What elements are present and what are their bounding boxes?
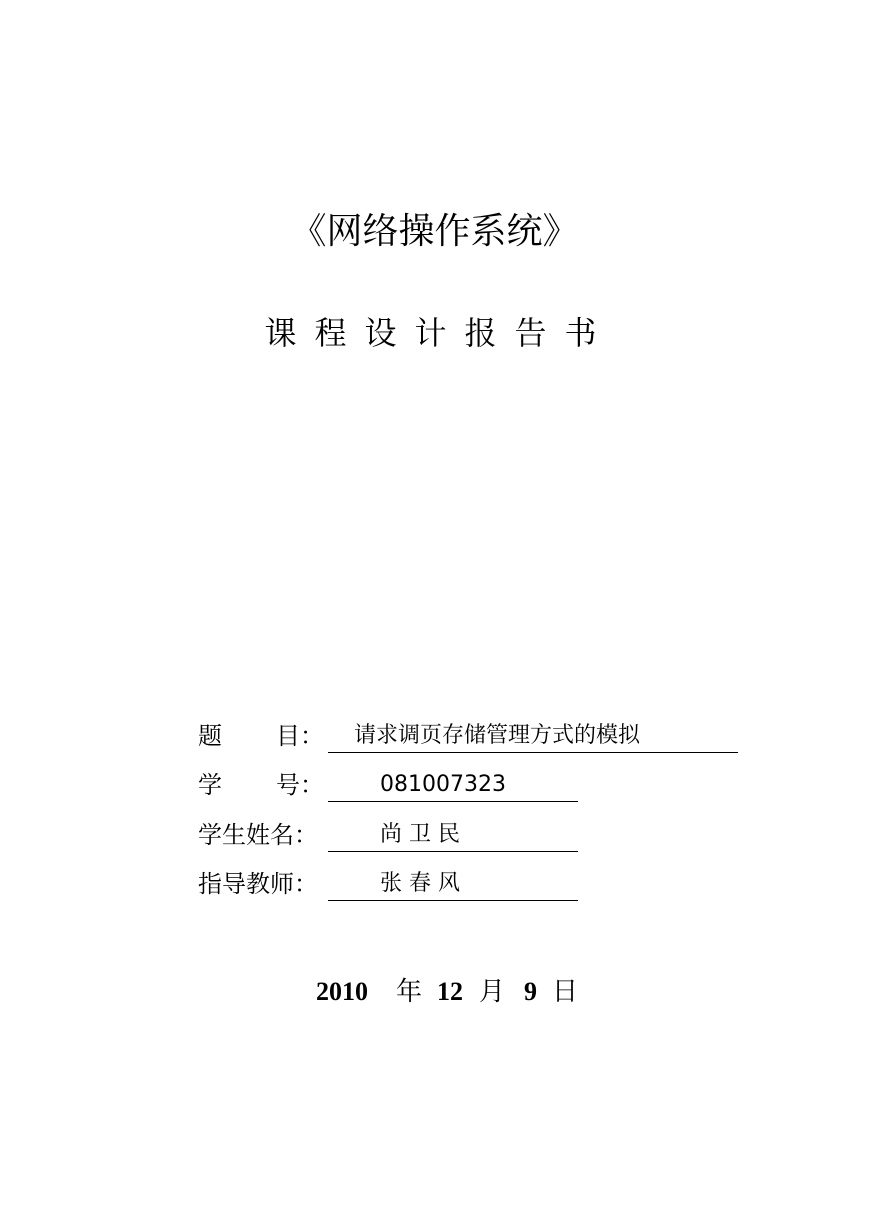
student-name-label: 学生姓名： — [198, 821, 318, 849]
date-year-unit: 年 — [396, 977, 423, 1007]
topic-value-field — [328, 718, 738, 753]
student-id-value: 081007323 — [380, 772, 506, 797]
topic-row — [198, 718, 738, 754]
topic-label-char-2: 目： — [276, 722, 324, 750]
topic-value: 请求调页存储管理方式的模拟 — [354, 723, 641, 748]
advisor-row — [198, 866, 588, 902]
date-month-unit: 月 — [479, 977, 506, 1007]
date-day-unit: 日 — [552, 977, 579, 1007]
advisor-label: 指导教师： — [198, 870, 318, 898]
report-date — [316, 972, 586, 1012]
student-name-row — [198, 817, 588, 853]
student-name-value-field — [328, 817, 578, 852]
student-id-label-char-1: 学 — [198, 771, 222, 799]
student-id-row — [198, 767, 588, 803]
date-year: 2010 — [316, 977, 368, 1006]
report-title: 《网络操作系统》 — [290, 211, 579, 252]
student-id-value-field — [328, 767, 578, 802]
date-month: 12 — [437, 977, 463, 1006]
date-day: 9 — [524, 977, 537, 1006]
advisor-value-field — [328, 866, 578, 901]
advisor-value: 张 春 风 — [380, 871, 460, 896]
student-id-label-char-2: 号： — [276, 771, 324, 799]
student-name-value: 尚 卫 民 — [380, 822, 460, 847]
report-subtitle: 课程设计报告书 — [264, 314, 615, 352]
topic-label-char-1: 题 — [198, 722, 222, 750]
